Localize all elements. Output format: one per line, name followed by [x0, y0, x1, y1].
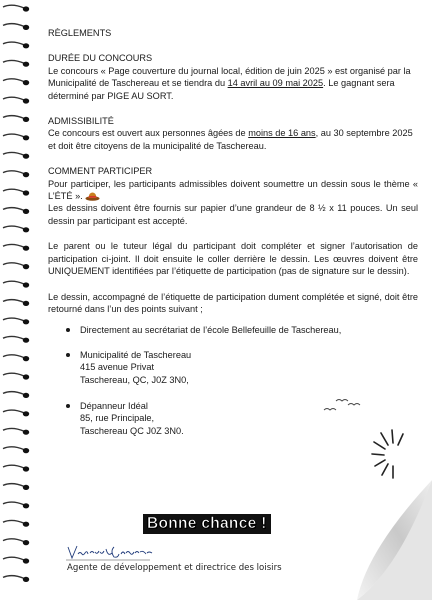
spiral-coil-icon — [3, 300, 29, 306]
spiral-coil-icon — [3, 24, 29, 30]
participer-p4: Le dessin, accompagné de l’étiquette de participation dument complétée et signé, doit être retourné dans l’un des points suivant ; — [48, 291, 418, 314]
sun-rays-icon — [368, 428, 416, 480]
spiral-coil-icon — [3, 465, 29, 471]
admissibilite-text: Ce concours est ouvert aux personnes âgées de moins de 16 ans, au 30 septembre 2025 et doit être citoyens de la municipalité de Taschereau. — [48, 128, 413, 151]
list-item: Municipalité de Taschereau 415 avenue Privat Taschereau, QC, J0Z 3N0, — [66, 349, 418, 386]
spiral-coil-icon — [3, 189, 29, 195]
dropoff-list — [66, 324, 418, 437]
admissibilite-heading: ADMISSIBILITÉ — [48, 116, 114, 127]
spiral-coil-icon — [3, 318, 29, 324]
spiral-coil-icon — [3, 392, 29, 398]
spiral-coil-icon — [3, 281, 29, 287]
duree-heading: DURÉE DU CONCOURS — [48, 53, 153, 64]
spiral-coil-icon — [3, 447, 29, 453]
spiral-coil-icon — [3, 226, 29, 232]
spiral-coil-icon — [3, 539, 29, 545]
spiral-coil-icon — [3, 520, 29, 526]
spiral-coil-icon — [3, 576, 29, 582]
spiral-binding-icon — [2, 0, 32, 600]
spiral-coil-icon — [3, 208, 29, 214]
signature-icon — [66, 543, 156, 561]
spiral-coil-icon — [3, 484, 29, 490]
spiral-coil-icon — [3, 557, 29, 563]
spiral-coil-icon — [3, 5, 29, 11]
spiral-coil-icon — [3, 171, 29, 177]
reglements-title: RÈGLEMENTS — [48, 28, 112, 38]
participer-p1: Pour participer, les participants admissibles doivent soumettre un dessin sous le thème « L’ÉTÉ ». — [48, 178, 418, 202]
bonne-chance-banner: Bonne chance ! — [143, 514, 271, 534]
spiral-coil-icon — [3, 97, 29, 103]
page-curl-icon — [337, 480, 432, 600]
participer-p3: Le parent ou le tuteur légal du participant doit compléter et signer l’autorisation de participation ci-joint. Il doit ensuite le coller derrière le dessin. Les œuvres doivent être UNIQUEMENT identifiées par l’étiquette de participation (pas de signature sur le dessin). — [48, 241, 418, 277]
rules-document — [48, 27, 418, 447]
duree-text: Le concours « Page couverture du journal local, édition de juin 2025 » est organisé par la Municipalité de Taschereau et se tiendra du 14 avril au 09 mai 2025. Le gagnant sera déterminé par PIGE AU SORT. — [48, 65, 411, 101]
agent-title: Agente de développement et directrice des loisirs — [67, 563, 282, 573]
spiral-coil-icon — [3, 116, 29, 122]
birds-icon — [322, 392, 370, 418]
participer-p2: Les dessins doivent être fournis sur papier d’une grandeur de 8 ½ x 11 pouces. Un seul dessin par participant est accepté. — [48, 203, 418, 226]
list-item: Dépanneur Idéal 85, rue Principale, Taschereau QC J0Z 3N0. — [66, 400, 418, 437]
spiral-coil-icon — [3, 410, 29, 416]
spiral-coil-icon — [3, 42, 29, 48]
spiral-coil-icon — [3, 336, 29, 342]
sun-hat-icon — [85, 191, 100, 201]
spiral-coil-icon — [3, 152, 29, 158]
spiral-coil-icon — [3, 355, 29, 361]
spiral-coil-icon — [3, 428, 29, 434]
spiral-coil-icon — [3, 134, 29, 140]
spiral-coil-icon — [3, 244, 29, 250]
participer-heading: COMMENT PARTICIPER — [48, 166, 153, 177]
contest-dates: 14 avril au 09 mai 2025 — [227, 78, 324, 89]
list-item: Directement au secrétariat de l’école Bellefeuille de Taschereau, — [66, 324, 418, 336]
spiral-coil-icon — [3, 79, 29, 85]
age-limit: moins de 16 ans — [248, 128, 316, 139]
spiral-coil-icon — [3, 60, 29, 66]
spiral-coil-icon — [3, 373, 29, 379]
spiral-coil-icon — [3, 263, 29, 269]
spiral-coil-icon — [3, 502, 29, 508]
